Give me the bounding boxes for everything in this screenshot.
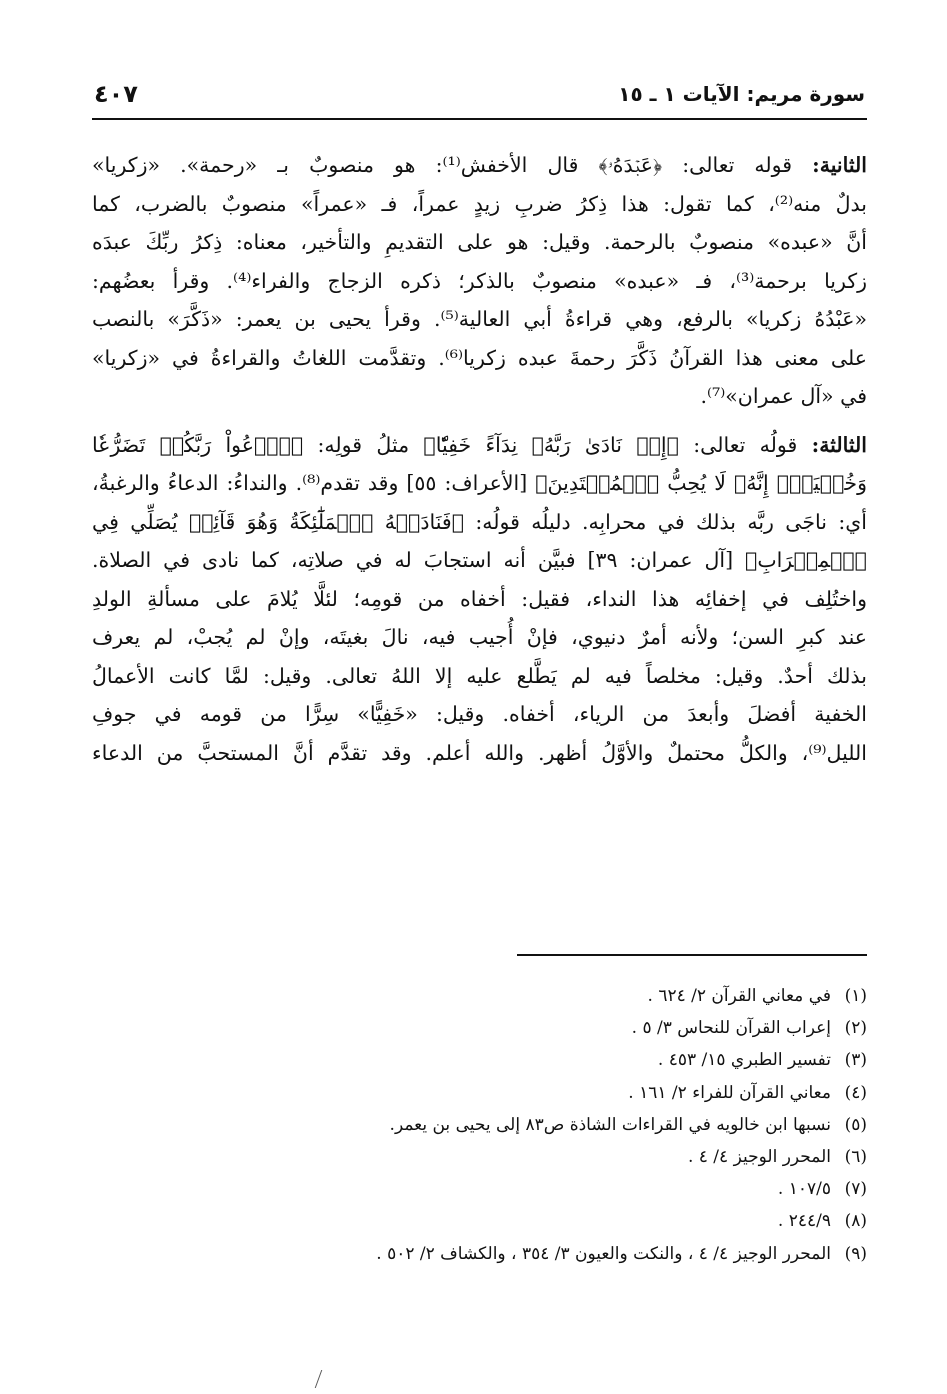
text-line: الثانية: قوله تعالى: ﴿عَبۡدَهُۥ﴾ قال الأخفش⁽¹⁾: هو منصوبٌ بـ «رحمة». «زكريا» bbox=[92, 153, 867, 177]
footnote-item bbox=[92, 1044, 867, 1076]
paragraph-second-issue bbox=[92, 146, 867, 416]
text-line: بذلك أحدٌ. وقيل: مخلصاً فيه لم يَطَّلع عليه إلا اللهُ تعالى. وقيل: لمَّا كانت الأعمالُ bbox=[92, 663, 867, 688]
chapter-title: سورة مريم: الآيات ١ ـ ١٥ bbox=[618, 82, 865, 106]
text-line: أي: ناجَى ربَّه بذلك في محرابِه. دليلُه قولُه: ﴿فَنَادَتۡهُ ٱلۡمَلَٰٓئِكَةُ وَهُوَ قَآئِمٞ يُصَلِّي فِي bbox=[92, 509, 867, 534]
text-line: في «آل عمران»⁽⁷⁾. bbox=[700, 384, 867, 408]
text-line: الثالثة: قولُه تعالى: ﴿إِذۡ نَادَىٰ رَبَّهُۥ نِدَآءً خَفِيّٗا﴾ مثلُ قولِه: ﴿ٱدۡعُواْ رَبَّكُمۡ تَضَرُّعٗا bbox=[92, 432, 867, 457]
footnote-item bbox=[92, 1238, 867, 1270]
main-text bbox=[92, 146, 867, 782]
text-line: «عَبْدُهُ زكريا» بالرفع، وهي قراءةُ أبي العالية⁽⁵⁾. وقرأ يحيى بن يعمر: «ذَكَّرَ» بالنصب bbox=[92, 307, 867, 331]
page-number: ٤٠٧ bbox=[94, 80, 138, 108]
footnote-text: تفسير الطبري ١٥/ ٤٥٣ . bbox=[657, 1050, 831, 1071]
footnote-text: في معاني القرآن ٢/ ٦٢٤ . bbox=[647, 986, 831, 1006]
footnote-item bbox=[92, 1012, 867, 1044]
footnote-text: المحرر الوجيز ٤/ ٤ . bbox=[687, 1146, 831, 1167]
footnotes-list bbox=[92, 980, 867, 1270]
text-line: على معنى هذا القرآنُ ذَكَّرَ رحمةَ عبده زكريا⁽⁶⁾. وتقدَّمت اللغاتُ والقراءةُ في «زكريا» bbox=[92, 345, 867, 370]
text-line: الخفية أفضلَ وأبعدَ من الرياء، أخفاه. وقيل: «خَفِيًّا» سِرًّا من قومه في جوفِ bbox=[92, 702, 867, 726]
issue-lead-word: الثانية: bbox=[812, 153, 867, 177]
footnote-text: إعراب القرآن للنحاس ٣/ ٥ . bbox=[631, 1018, 831, 1039]
paragraph-third-issue bbox=[92, 426, 867, 773]
issue-lead-word: الثالثة: bbox=[811, 432, 867, 457]
pencil-stroke bbox=[315, 1370, 333, 1388]
text-line: بدلٌ منه⁽²⁾، كما تقول: هذا ذِكرُ ضربِ زيدٍ عمراً، فـ «عمراً» منصوبٌ بالضرب، كما bbox=[92, 191, 867, 216]
text-line: واختُلِف في إخفائِه هذا النداء، فقيل: أخفاه من قومِه؛ لئلَّا يُلامَ على مسألةِ الولدِ bbox=[92, 586, 867, 611]
footnote-separator bbox=[517, 954, 867, 956]
footnote-text: ١٠٧/٥ . bbox=[777, 1179, 831, 1200]
text-line: عند كبرِ السن؛ ولأنه أمرٌ دنيوي، فإنْ أُجيب فيه، نالَ بغيتَه، وإنْ لم يُجبْ، لم يعرف bbox=[92, 625, 867, 649]
footnote-text: ٢٤٤/٩ . bbox=[777, 1211, 831, 1232]
footnote-text: نسبها ابن خالويه في القراءات الشاذة ص٨٣ إلى يحيى بن يعمر. bbox=[389, 1114, 831, 1135]
footnote-marker: (٨) bbox=[844, 1211, 867, 1232]
footnote-text: معاني القرآن للفراء ٢/ ١٦١ . bbox=[628, 1082, 831, 1103]
footnote-marker: (٢) bbox=[844, 1018, 867, 1039]
text-line: ٱلۡمِحۡرَابِ﴾ [آل عمران: ٣٩] فبيَّن أنه استجابَ له في صلاتِه، كما نادى في الصلاة. bbox=[92, 548, 867, 572]
text-line: أنَّ «عبده» منصوبٌ بالرحمة. وقيل: هو على التقديمِ والتأخير، معناه: ذِكرُ ربِّكَ عبدَه bbox=[92, 230, 867, 254]
footnote-item bbox=[92, 1077, 867, 1109]
footnote-item bbox=[92, 1109, 867, 1141]
text-line: وَخُفۡيَةًۚ إِنَّهُۥ لَا يُحِبُّ ٱلۡمُعۡتَدِينَ﴾ [الأعراف: ٥٥] وقد تقدم⁽⁸⁾. والنداءُ: الدعاءُ والرغبةُ، bbox=[92, 471, 867, 495]
running-header bbox=[92, 72, 867, 120]
footnote-item bbox=[92, 1205, 867, 1237]
footnote-marker: (٧) bbox=[844, 1179, 867, 1200]
footnote-item bbox=[92, 1141, 867, 1173]
footnote-marker: (٦) bbox=[844, 1146, 867, 1167]
footnote-marker: (١) bbox=[844, 986, 867, 1006]
footnote-item bbox=[92, 1173, 867, 1205]
footnote-item bbox=[92, 980, 867, 1012]
footnote-marker: (٩) bbox=[844, 1243, 867, 1264]
footnote-marker: (٤) bbox=[844, 1082, 867, 1103]
footnote-text: المحرر الوجيز ٤/ ٤ ، والنكت والعيون ٣/ ٣٥٤ ، والكشاف ٢/ ٥٠٢ . bbox=[376, 1243, 831, 1264]
footnote-marker: (٣) bbox=[844, 1050, 867, 1071]
text-line: زكريا برحمة⁽³⁾، فـ «عبده» منصوبٌ بالذكر؛ ذكره الزجاج والفراء⁽⁴⁾. وقرأ بعضُهم: bbox=[92, 268, 867, 293]
text-line: الليل⁽⁹⁾، والكلُّ محتملٌ والأوَّلُ أظهر. والله أعلم. وقد تقدَّم أنَّ المستحبَّ من الدعاء bbox=[92, 740, 867, 765]
footnote-marker: (٥) bbox=[844, 1114, 867, 1135]
